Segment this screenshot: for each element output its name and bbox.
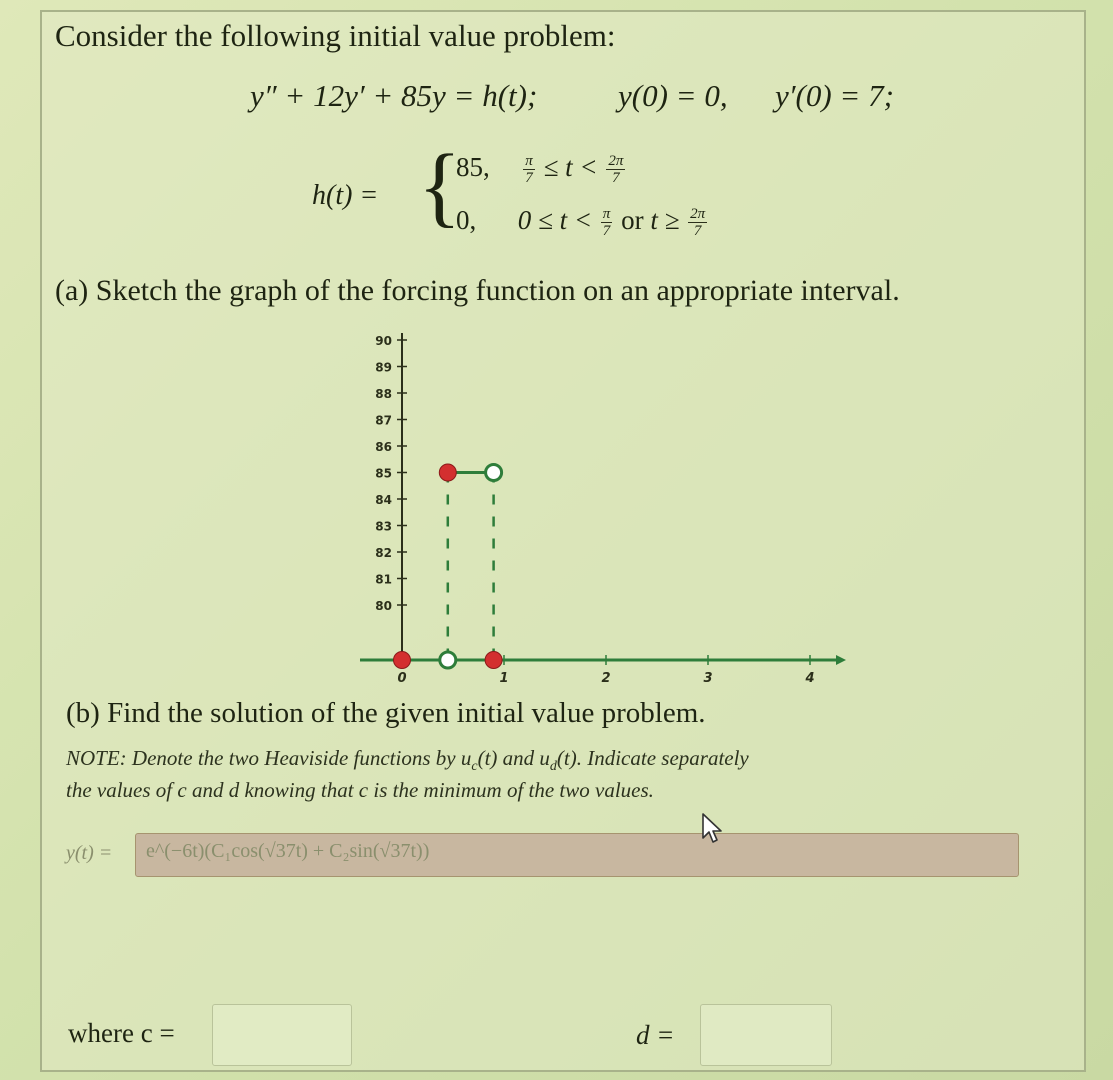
- x-tick-label: 3: [703, 671, 713, 686]
- x-tick-label: 2: [601, 671, 611, 686]
- x-tick-label: 0: [397, 671, 407, 686]
- row1-value: 85,: [456, 152, 490, 182]
- part-b-heading: (b) Find the solution of the given initial value problem.: [66, 697, 706, 729]
- piecewise-lhs: h(t) =: [312, 180, 379, 211]
- or-word: or: [621, 205, 644, 235]
- y-tick-label: 84: [375, 493, 392, 507]
- mouse-cursor-icon: [700, 812, 728, 846]
- row2-value: 0,: [456, 205, 477, 235]
- closed-point: [485, 652, 502, 669]
- solution-placeholder: e^(−6t)(C₁cos(√37t) + C₂sin(√37t)): [146, 840, 430, 862]
- y-tick-label: 89: [375, 360, 392, 375]
- ode-equation: y″ + 12y′ + 85y = h(t);: [250, 78, 538, 113]
- y-tick-label: 83: [375, 519, 392, 534]
- solution-input[interactable]: [135, 833, 1019, 877]
- fraction-pi-over-7: $\frac{\pi}{7}$: [525, 153, 533, 187]
- y-tick-label: 86: [375, 440, 392, 454]
- fraction-2pi-over-7: $\frac{2\pi}{7}$: [608, 153, 624, 187]
- y-tick-label: 87: [375, 413, 392, 428]
- closed-point: [394, 652, 411, 669]
- piecewise-brace: {: [418, 137, 462, 236]
- c-input[interactable]: [212, 1004, 352, 1066]
- note-line-2: the values of c and d knowing that c is the minimum of the two values.: [66, 778, 654, 802]
- initial-condition-1: y(0) = 0,: [618, 78, 728, 113]
- note-line-1: NOTE: Denote the two Heaviside functions by $u_c(t)$ and $u_d(t)$. Indicate separately: [66, 746, 749, 775]
- y-tick-label: 88: [375, 387, 392, 401]
- where-c-label: where c =: [68, 1018, 175, 1048]
- y-tick-label: 82: [375, 546, 392, 560]
- y-tick-label: 90: [375, 334, 392, 348]
- piecewise-row2: 0, 0 ≤ t < $\frac{\pi}{7}$ or t ≥ $\frac{2\pi}{7}$: [456, 205, 706, 240]
- initial-condition-2: y′(0) = 7;: [775, 78, 894, 113]
- fraction-pi-over-7-b: $\frac{\pi}{7}$: [602, 206, 611, 240]
- y-tick-label: 80: [375, 599, 392, 613]
- open-point: [440, 652, 456, 668]
- solution-label: y(t) =: [66, 842, 113, 864]
- x-tick-label: 1: [499, 671, 509, 686]
- piecewise-row1: 85, $\frac{\pi}{7}$ ≤ t < $\frac{2\pi}{7}$: [456, 152, 624, 187]
- forcing-function-chart[interactable]: [350, 325, 850, 690]
- fraction-2pi-over-7-b: $\frac{2\pi}{7}$: [690, 206, 706, 240]
- part-a-heading: (a) Sketch the graph of the forcing function on an appropriate interval.: [55, 274, 900, 307]
- d-label: d =: [636, 1020, 675, 1050]
- intro-text: Consider the following initial value problem:: [55, 18, 616, 53]
- open-point: [486, 465, 502, 481]
- y-tick-label: 81: [375, 572, 392, 587]
- x-tick-label: 4: [805, 671, 815, 686]
- closed-point: [439, 464, 456, 481]
- d-input[interactable]: [700, 1004, 832, 1066]
- x-axis-arrow: [836, 655, 846, 665]
- y-tick-label: 85: [375, 466, 392, 481]
